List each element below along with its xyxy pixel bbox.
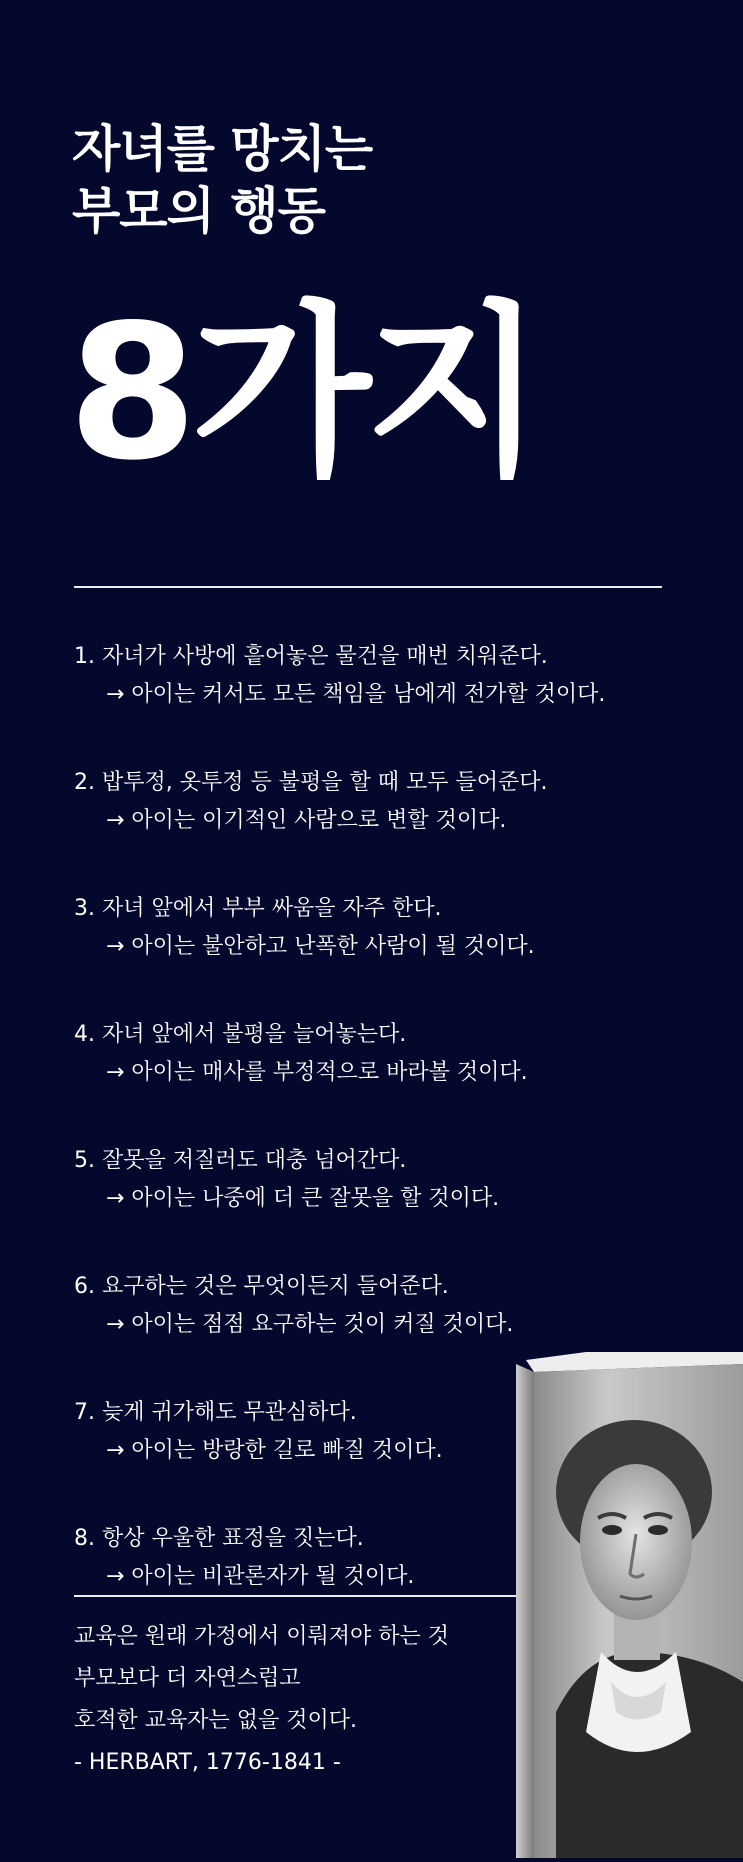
list-item-behavior: 8. 항상 우울한 표정을 짓는다. — [74, 1526, 364, 1551]
headline-line-1: 자녀를 망치는 — [72, 120, 373, 178]
portrait-book-icon — [516, 1352, 743, 1858]
list-item-behavior: 4. 자녀 앞에서 불평을 늘어놓는다. — [74, 1022, 407, 1047]
quote-line-3: 호적한 교육자는 없을 것이다. — [74, 1708, 357, 1733]
quote-line-2: 부모보다 더 자연스럽고 — [74, 1666, 301, 1691]
headline — [72, 118, 372, 242]
list-item-consequence: → 아이는 방랑한 길로 빠질 것이다. — [106, 1438, 443, 1463]
list-item-consequence: → 아이는 나중에 더 큰 잘못을 할 것이다. — [106, 1186, 500, 1211]
quote-line-1: 교육은 원래 가정에서 이뤄져야 하는 것 — [74, 1624, 449, 1649]
list-item — [74, 638, 674, 764]
list-item — [74, 1142, 674, 1268]
big-title: 8가지 — [68, 284, 539, 501]
quote-attribution: - HERBART, 1776-1841 - — [74, 1750, 341, 1775]
list-item-consequence: → 아이는 비관론자가 될 것이다. — [106, 1564, 415, 1589]
list-item-behavior: 5. 잘못을 저질러도 대충 넘어간다. — [74, 1148, 407, 1173]
list-item-consequence: → 아이는 점점 요구하는 것이 커질 것이다. — [106, 1312, 514, 1337]
list-item-consequence: → 아이는 이기적인 사람으로 변할 것이다. — [106, 808, 507, 833]
list-item-consequence: → 아이는 불안하고 난폭한 사람이 될 것이다. — [106, 934, 535, 959]
list-item-behavior: 6. 요구하는 것은 무엇이든지 들어준다. — [74, 1274, 449, 1299]
list-item-behavior: 7. 늦게 귀가해도 무관심하다. — [74, 1400, 357, 1425]
list-item-consequence: → 아이는 커서도 모든 책임을 남에게 전가할 것이다. — [106, 682, 606, 707]
list-item-consequence: → 아이는 매사를 부정적으로 바라볼 것이다. — [106, 1060, 528, 1085]
list-item — [74, 764, 674, 890]
list-item — [74, 890, 674, 1016]
list-item-behavior: 3. 자녀 앞에서 부부 싸움을 자주 한다. — [74, 896, 442, 921]
list-item-behavior: 2. 밥투정, 옷투정 등 불평을 할 때 모두 들어준다. — [74, 770, 548, 795]
headline-line-2: 부모의 행동 — [72, 182, 325, 240]
top-divider — [74, 586, 662, 588]
herbart-quote — [74, 1616, 449, 1784]
list-item-behavior: 1. 자녀가 사방에 흩어놓은 물건을 매번 치워준다. — [74, 644, 548, 669]
bottom-divider — [74, 1595, 544, 1597]
list-item — [74, 1016, 674, 1142]
